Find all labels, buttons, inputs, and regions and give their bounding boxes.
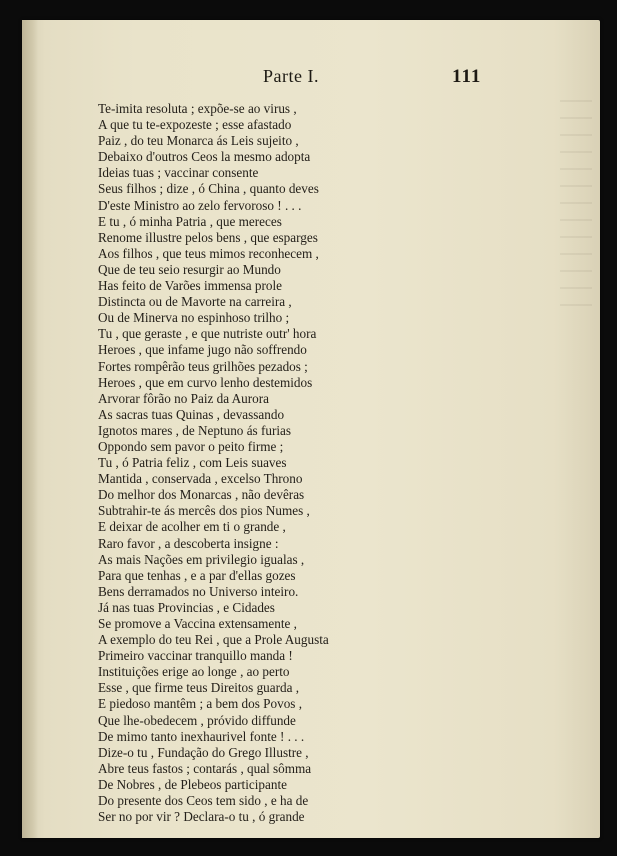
poem-line: Heroes , que em curvo lenho destemidos	[98, 374, 313, 390]
poem-line: Fortes rompêrão teus grilhões pezados ;	[98, 358, 308, 374]
poem-line: Para que tenhas , e a par d'ellas gozes	[98, 567, 296, 583]
poem-line: Distincta ou de Mavorte na carreira ,	[98, 294, 292, 310]
poem-line: Debaixo d'outros Ceos la mesmo adopta	[98, 149, 311, 165]
poem-line: Arvorar fôrão no Paiz da Aurora	[98, 390, 270, 406]
poem-line: Heroes , que infame jugo não soffrendo	[98, 342, 307, 358]
page-gutter	[22, 20, 38, 838]
page-number: 111	[452, 66, 482, 87]
poem-line: Ideias tuas ; vaccinar consente	[98, 165, 259, 181]
poem-line: Ou de Minerva no espinhoso trilho ;	[98, 310, 290, 326]
poem-body	[98, 101, 568, 825]
poem-line: Oppondo sem pavor o peito firme ;	[98, 438, 284, 454]
poem-line: Abre teus fastos ; contarás , qual sômma	[98, 760, 312, 776]
poem-line: Te-imita resoluta ; expõe-se ao virus ,	[98, 101, 297, 116]
poem-line: Ser no por vir ? Declara-o tu , ó grande	[98, 809, 305, 825]
poem-line: Renome illustre pelos bens , que esparges	[98, 229, 318, 245]
poem-line: De mimo tanto inexhaurivel fonte ! . . .	[98, 728, 305, 744]
poem-line: Que de teu seio resurgir ao Mundo	[98, 261, 281, 277]
poem-line: E tu , ó minha Patria , que mereces	[98, 213, 282, 229]
poem-line: E deixar de acolher em ti o grande ,	[98, 519, 286, 535]
poem-line: Bens derramados no Universo inteiro.	[98, 583, 299, 599]
poem-line: A que tu te-expozeste ; esse afastado	[98, 117, 292, 133]
poem-line: Esse , que firme teus Direitos guarda ,	[98, 680, 300, 696]
poem-line: Se promove a Vaccina extensamente ,	[98, 616, 297, 631]
poem-line: De Nobres , de Plebeos participante	[98, 776, 287, 792]
poem-line: Aos filhos , que teus mimos reconhecem ,	[98, 245, 319, 261]
page-header	[0, 66, 617, 92]
poem-line: As mais Nações em privilegio igualas ,	[98, 551, 305, 567]
poem-line: A exemplo do teu Rei , que a Prole Augusta	[98, 632, 329, 648]
poem-line: Has feito de Varões immensa prole	[98, 278, 282, 294]
poem-line: Que lhe-obedecem , próvido diffunde	[98, 712, 296, 728]
poem-line: Primeiro vaccinar tranquillo manda !	[98, 648, 293, 664]
poem-line: Dize-o tu , Fundação do Grego Illustre ,	[98, 744, 309, 760]
poem-line: Ignotos mares , de Neptuno ás furias	[98, 422, 292, 438]
running-title: Parte I.	[263, 66, 319, 86]
poem-line: Do presente dos Ceos tem sido , e ha de	[98, 793, 309, 809]
poem-line: Do melhor dos Monarcas , não devêras	[98, 487, 305, 503]
poem-line: Tu , que geraste , e que nutriste outr' hora	[98, 326, 317, 342]
poem-line: As sacras tuas Quinas , devassando	[98, 406, 285, 422]
poem-line: D'este Ministro ao zelo fervoroso ! . . .	[98, 197, 302, 213]
poem-line: Raro favor , a descoberta insigne :	[98, 535, 279, 551]
poem-line: Já nas tuas Provincias , e Cidades	[98, 599, 275, 615]
poem-line: E piedoso mantêm ; a bem dos Povos ,	[98, 696, 303, 712]
poem-line: Subtrahir-te ás mercês dos pios Numes ,	[98, 503, 310, 519]
poem-line: Tu , ó Patria feliz , com Leis suaves	[98, 455, 287, 471]
poem-line: Mantida , conservada , excelso Throno	[98, 471, 303, 487]
poem-line: Instituições erige ao longe , ao perto	[98, 664, 290, 680]
poem-line: Paiz , do teu Monarca ás Leis sujeito ,	[98, 133, 299, 149]
poem-line: Seus filhos ; dize , ó China , quanto deves	[98, 181, 319, 197]
